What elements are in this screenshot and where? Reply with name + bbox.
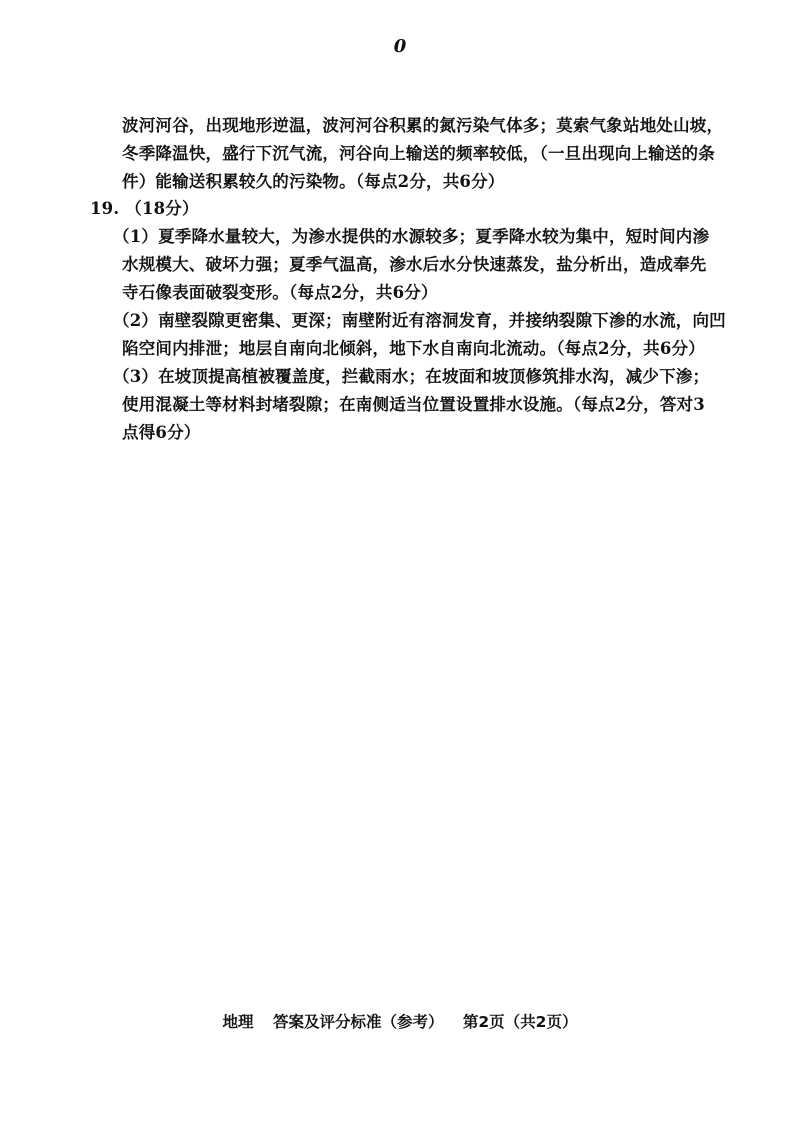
q19-part1-line-2: 水规模大、破坏力强；夏季气温高，渗水后水分快速蒸发，盐分析出，造成奉先 [122, 255, 707, 274]
question-19-heading: 19. （18分） [90, 199, 199, 218]
q19-part1-line-1: （1）夏季降水量较大，为渗水提供的水源较多；夏季降水较为集中，短时间内渗 [113, 227, 710, 246]
continuation-line-2: 冬季降温快，盛行下沉气流，河谷向上输送的频率较低，（一旦出现向上输送的条 [122, 144, 715, 163]
q19-part2-line-1: （2）南壁裂隙更密集、更深；南壁附近有溶洞发育，并接纳裂隙下渗的水流，向凹 [113, 311, 726, 330]
continuation-line-3: 件）能输送积累较久的污染物。（每点2分，共6分） [122, 172, 505, 191]
page-mark: 0 [393, 36, 407, 57]
page-footer [0, 1010, 800, 1032]
q19-part3-line-3: 点得6分） [122, 423, 201, 442]
q19-part3-line-1: （3）在坡顶提高植被覆盖度，拦截雨水；在坡面和坡顶修筑排水沟，减少下渗； [113, 367, 710, 386]
footer-page-number: 第2页（共2页） [462, 1013, 578, 1031]
continuation-line-1: 波河河谷，出现地形逆温，波河河谷积累的氮污染气体多；莫索气象站地处山坡， [122, 116, 724, 135]
q19-part1-line-3: 寺石像表面破裂变形。（每点2分，共6分） [122, 283, 438, 302]
footer-title: 答案及评分标准（参考） [272, 1013, 444, 1031]
footer-subject: 地理 [222, 1013, 254, 1031]
q19-part2-line-2: 陷空间内排泄；地层自南向北倾斜，地下水自南向北流动。（每点2分，共6分） [122, 339, 705, 358]
q19-part3-line-2: 使用混凝土等材料封堵裂隙；在南侧适当位置设置排水设施。（每点2分，答对3 [122, 395, 705, 414]
